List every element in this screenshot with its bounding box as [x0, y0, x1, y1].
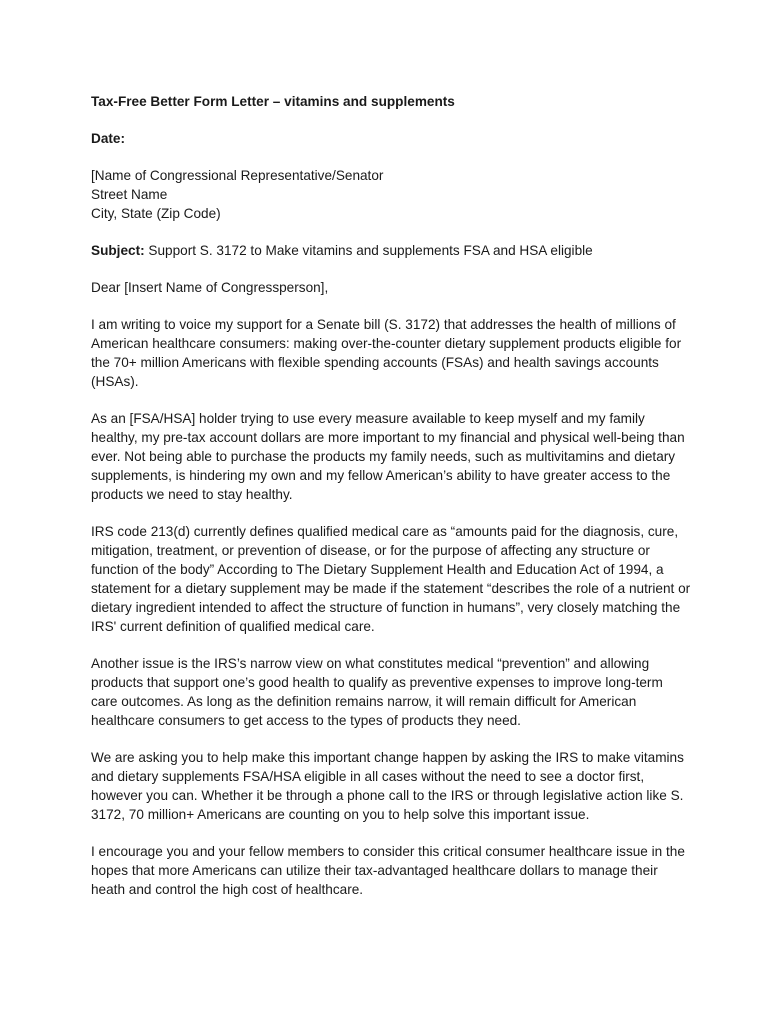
body-paragraph-6: I encourage you and your fellow members to consider this critical consumer healthcare issue in the hopes that more Americans can utilize their tax-advantaged healthcare dollars to manage their heath and control the high cost of healthcare. [91, 844, 685, 897]
subject-text: Support S. 3172 to Make vitamins and supplements FSA and HSA eligible [144, 243, 593, 258]
subject-line [91, 241, 691, 260]
letter-page [91, 92, 691, 917]
body-paragraph-5: We are asking you to help make this important change happen by asking the IRS to make vitamins and dietary supplements FSA/HSA eligible in all cases without the need to see a doctor first, however you can. Whether it be through a phone call to the IRS or through legislative action like S. 3172, 70 million+ Americans are counting on you to help solve this important issue. [91, 750, 684, 822]
subject-label: Subject: [91, 243, 145, 258]
body-paragraph-1: I am writing to voice my support for a Senate bill (S. 3172) that addresses the health of millions of American healthcare consumers: making over-the-counter dietary supplement products eligible for the 70+ million Americans with flexible spending accounts (FSAs) and health savings accounts (HSAs). [91, 317, 682, 389]
address-line-name: [Name of Congressional Representative/Senator [91, 168, 384, 183]
address-line-city: City, State (Zip Code) [91, 206, 221, 221]
body-paragraph-2: As an [FSA/HSA] holder trying to use every measure available to keep myself and my family healthy, my pre-tax account dollars are more important to my financial and physical well-being than ever. Not being able to purchase the products my family needs, such as multivitamins and dietary supplements, is hindering my own and my fellow American’s ability to have greater access to the products we need to stay healthy. [91, 411, 685, 502]
address-line-street: Street Name [91, 187, 168, 202]
letter-title: Tax-Free Better Form Letter – vitamins and supplements [91, 94, 455, 109]
body-paragraph-4: Another issue is the IRS’s narrow view on what constitutes medical “prevention” and allowing products that support one’s good health to qualify as preventive expenses to improve long-term care outcomes. As long as the definition remains narrow, it will remain difficult for American healthcare consumers to get access to the types of products they need. [91, 656, 663, 728]
date-label: Date: [91, 131, 125, 146]
body-paragraph-3: IRS code 213(d) currently defines qualified medical care as “amounts paid for the diagnosis, cure, mitigation, treatment, or prevention of disease, or for the purpose of affecting any structure or function of the body” According to The Dietary Supplement Health and Education Act of 1994, a statement for a dietary supplement may be made if the statement “describes the role of a nutrient or dietary ingredient intended to affect the structure of function in humans”, very closely matching the IRS' current definition of qualified medical care. [91, 524, 691, 634]
recipient-address [91, 166, 691, 223]
salutation: Dear [Insert Name of Congressperson], [91, 280, 329, 295]
